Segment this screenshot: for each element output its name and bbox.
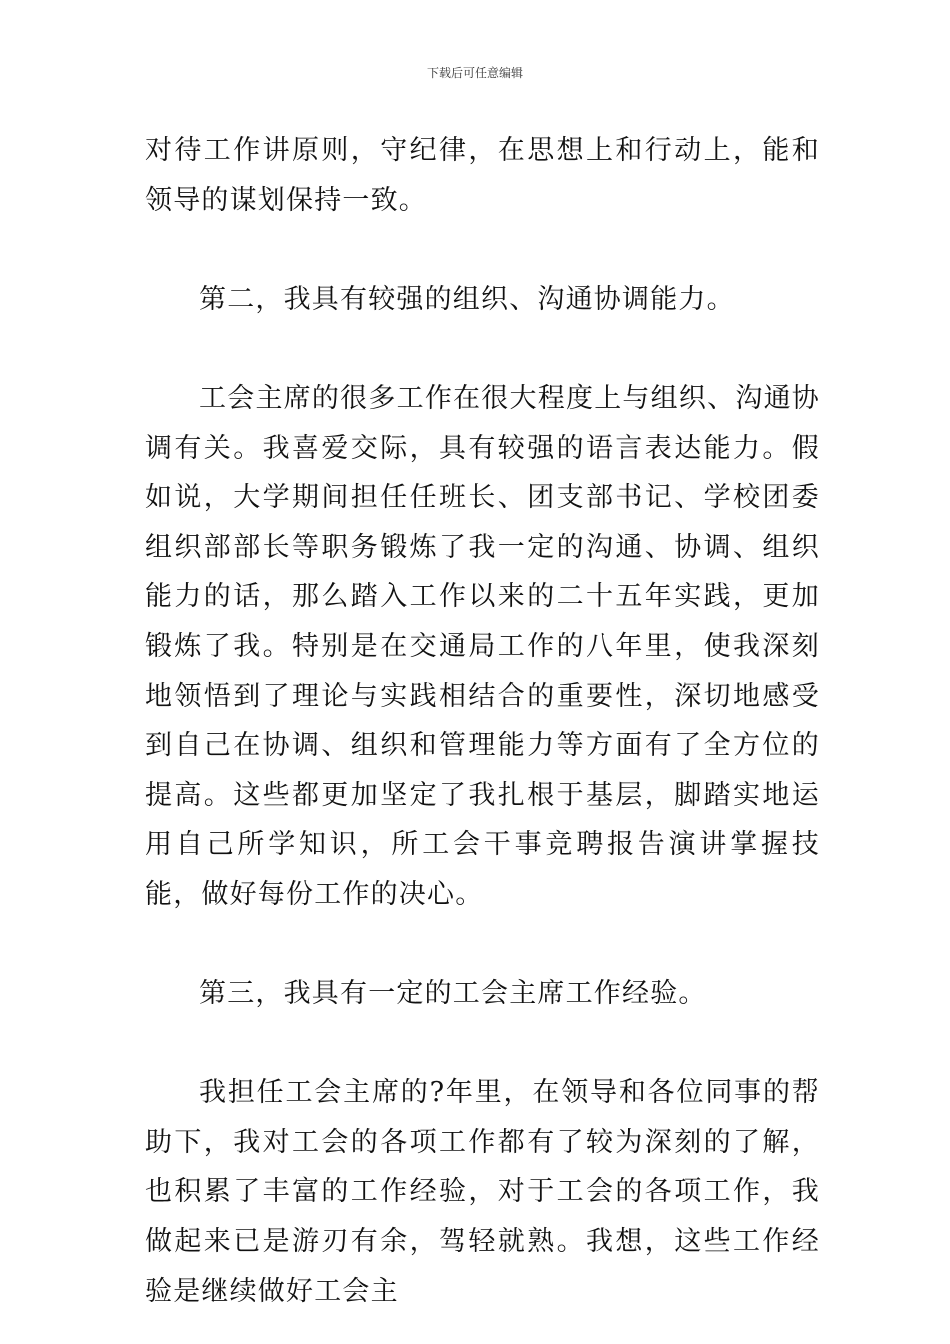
paragraph-gap bbox=[145, 225, 820, 275]
paragraph-experience: 我担任工会主席的?年里，在领导和各位同事的帮助下，我对工会的各项工作都有了较为深刻的了解，也积累了丰富的工作经验，对于工会的各项工作，我做起来已是游刃有余，驾轻就熟。我想，这些工作经验是继续做好工会主 bbox=[145, 1077, 820, 1307]
page-header: 下载后可任意编辑 bbox=[426, 66, 523, 80]
section-heading-second: 第二，我具有较强的组织、沟通协调能力。 bbox=[199, 283, 735, 315]
paragraph-communication: 工会主席的很多工作在很大程度上与组织、沟通协调有关。我喜爱交际，具有较强的语言表达能力。假如说，大学期间担任任班长、团支部书记、学校团委组织部部长等职务锻炼了我一定的沟通、协调、组织能力的话，那么踏入工作以来的二十五年实践，更加锻炼了我。特别是在交通局工作的八年里，使我深刻地领悟到了理论与实践相结合的重要性，深切地感受到自己在协调、组织和管理能力等方面有了全方位的提高。这些都更加坚定了我扎根于基层，脚踏实地运用自己所学知识，所工会干事竞聘报告演讲掌握技能，做好每份工作的决心。 bbox=[145, 382, 820, 910]
paragraph-continuation: 对待工作讲原则，守纪律，在思想上和行动上，能和领导的谋划保持一致。 bbox=[145, 135, 820, 216]
paragraph-gap bbox=[145, 324, 820, 374]
section-heading-third: 第三，我具有一定的工会主席工作经验。 bbox=[199, 978, 707, 1010]
document-body bbox=[145, 126, 820, 1316]
paragraph-gap bbox=[145, 920, 820, 970]
paragraph-gap bbox=[145, 1019, 820, 1069]
